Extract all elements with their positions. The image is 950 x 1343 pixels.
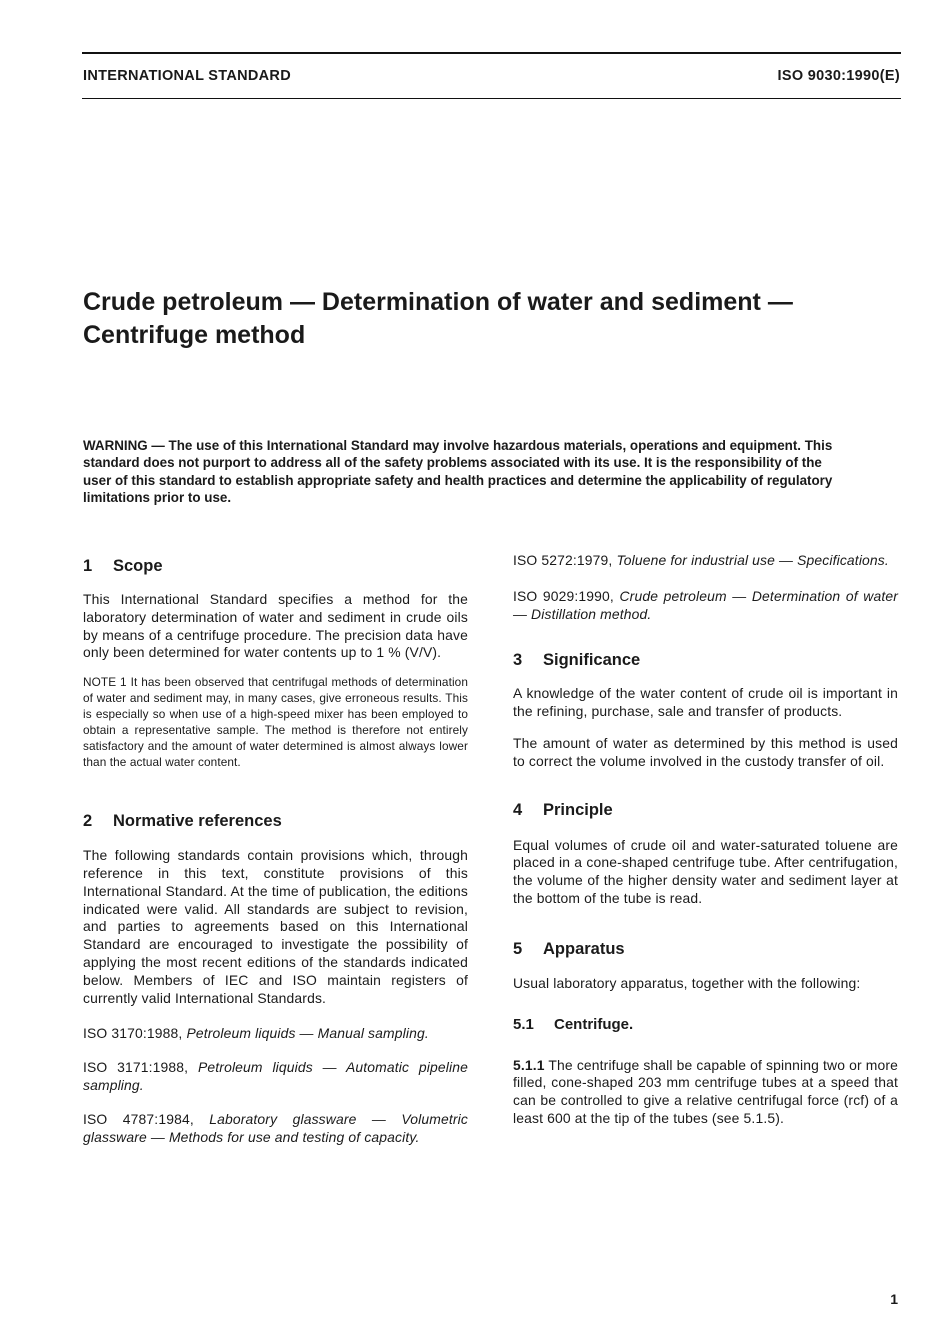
reference-title: Toluene for industrial use — Specifications. [616,552,889,568]
warning-paragraph: WARNING — The use of this International Standard may involve hazardous materials, operations and equipment. This standard does not purport to address all of the safety problems associated with its use. It is the responsibility of the user of this standard to establish appropriate safety and health practices and determine the applicability of regulatory limitations prior to use. [83,438,833,506]
title-line-1: Crude petroleum — Determination of water and sediment — [83,288,793,316]
reference-item [513,552,898,570]
reference-item [513,588,898,624]
section-normative-heading [83,810,468,832]
section-title: Significance [543,651,641,670]
reference-code: ISO 9029:1990, [513,587,614,604]
clause-number: 5.1.1 [513,1056,545,1073]
section-significance-heading [513,649,898,671]
standard-number: ISO 9030:1990(E) [777,68,900,84]
centrifuge-requirement [513,1057,898,1128]
reference-item [83,1111,468,1147]
section-apparatus-heading [513,938,898,960]
reference-code: ISO 3171:1988, [83,1059,189,1076]
section-number: 4 [513,800,523,819]
reference-title: Petroleum liquids — Automatic pipeline sampling. [83,1059,468,1093]
header-rule-top [82,52,901,54]
header-rule-bottom [82,98,901,99]
section-number: 2 [83,812,93,831]
normative-paragraph: The following standards contain provisions which, through reference in this text, constitute provisions of this International Standard. At the time of publication, the editions indicated were valid. All standards are subject to revision, and parties to agreements based on this International Standard are encouraged to investigate the possibility of applying the most recent editions of the standards indicated below. Members of IEC and ISO maintain registers of currently valid International Standards. [83,847,468,1006]
reference-title: Petroleum liquids — Manual sampling. [186,1025,429,1042]
significance-paragraph-2: The amount of water as determined by this method is used to correct the volume involved in the custody transfer of oil. [513,734,898,769]
title-line-2: Centrifuge method [83,321,306,349]
principle-paragraph: Equal volumes of crude oil and water-saturated toluene are placed in a cone-shaped centrifuge tube. After centrifugation, the volume of the higher density water and sediment layer at the bottom of the tube is read. [513,836,898,906]
section-title: Scope [113,557,163,575]
clause-text: The centrifuge shall be capable of spinning two or more filled, cone-shaped 203 mm centrifuge tubes at a speed that can be controlled to give a relative centrifugal force (rcf) of a least 600 at the tip of the tubes (see 5.1.5). [513,1056,898,1126]
section-number: 5 [513,939,523,958]
section-number: 3 [513,651,523,670]
doc-type-label: INTERNATIONAL STANDARD [83,68,291,84]
reference-item [83,1059,468,1095]
significance-paragraph-1: A knowledge of the water content of crude oil is important in the refining, purchase, sale and transfer of products. [513,685,898,720]
reference-code: ISO 5272:1979, [513,552,613,568]
right-column [513,550,898,1128]
reference-title: Crude petroleum — Determination of water — Distillation method. [513,587,898,622]
section-principle-heading [513,799,898,821]
subsection-centrifuge-heading [513,1015,898,1035]
page-number: 1 [890,1291,898,1307]
reference-code: ISO 3170:1988, [83,1025,183,1042]
scope-note: NOTE 1 It has been observed that centrifugal methods of determination of water and sediment may, in many cases, give erroneous results. This is especially so when use of a high-speed mixer has been employed to obtain a representative sample. The method is therefore not entirely satisfactory and the amount of water determined is almost always lower than the actual water content. [83,675,468,770]
subsection-title: Centrifuge. [554,1015,634,1033]
section-title: Apparatus [543,939,625,958]
section-title: Principle [543,800,613,819]
section-scope-heading [83,555,468,577]
reference-item [83,1025,468,1043]
scope-paragraph: This International Standard specifies a method for the laboratory determination of water and sediment in crude oils by means of a centrifuge procedure. The precision data have only been determined for water contents up to 1 % (V/V). [83,591,468,661]
reference-code: ISO 4787:1984, [83,1110,194,1127]
apparatus-paragraph: Usual laboratory apparatus, together with the following: [513,974,861,991]
section-title: Normative references [113,812,282,831]
document-title [83,286,883,352]
left-column [83,550,468,1146]
section-number: 1 [83,557,93,575]
reference-title: Laboratory glassware — Volumetric glassware — Methods for use and testing of capacity. [83,1110,468,1145]
subsection-number: 5.1 [513,1015,534,1033]
